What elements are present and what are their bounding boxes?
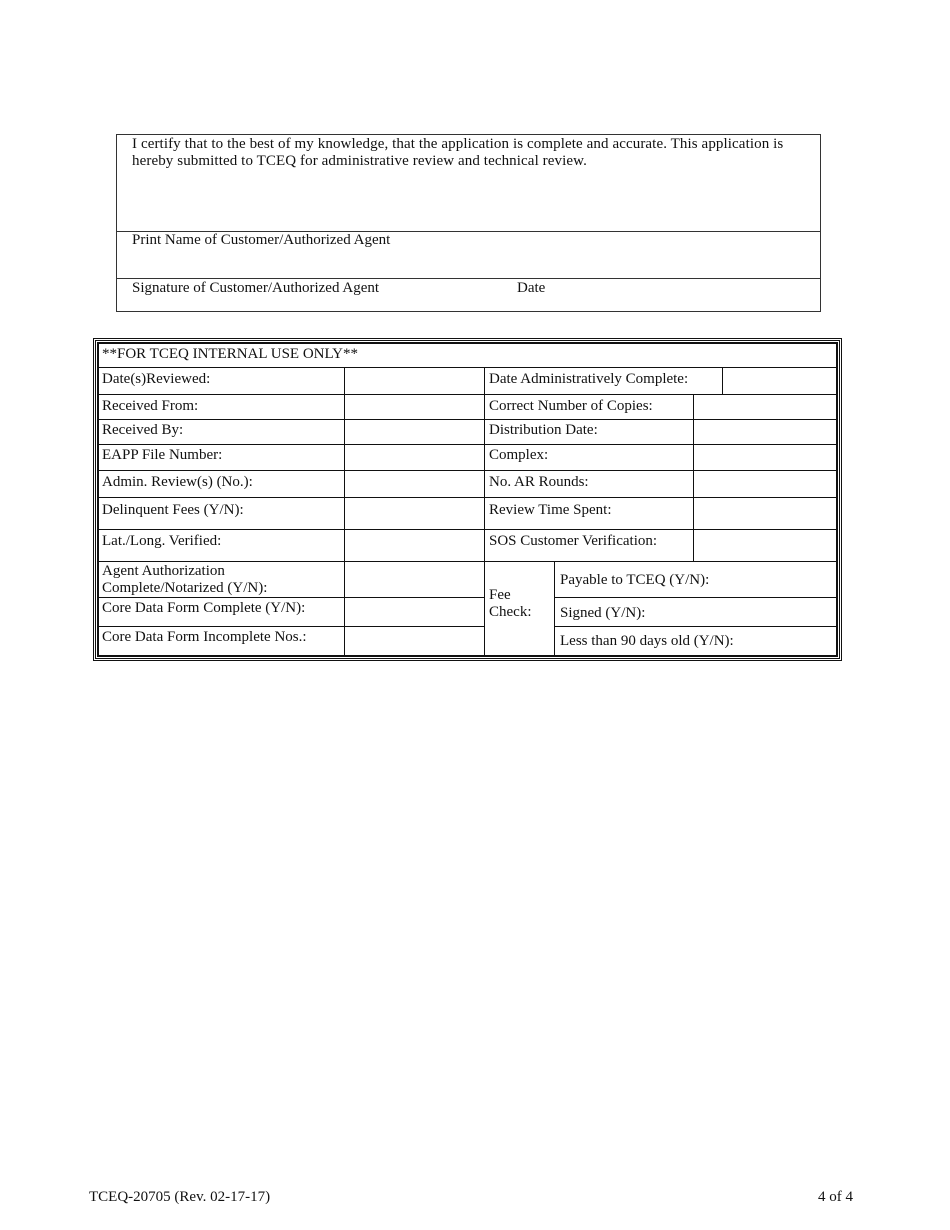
admin-reviews-label: Admin. Review(s) (No.): [102, 474, 253, 490]
distribution-date-label: Distribution Date: [489, 422, 598, 438]
received-by-label: Received By: [102, 422, 184, 438]
certification-statement: I certify that to the best of my knowledge, that the application is complete and accurate. This application is hereby submitted to TCEQ for administrative review and technical review. [132, 136, 784, 169]
column-divider [344, 367, 345, 655]
row-divider [99, 419, 836, 420]
correct-copies-label: Correct Number of Copies: [489, 398, 653, 414]
ar-rounds-label: No. AR Rounds: [489, 474, 589, 490]
signed-label: Signed (Y/N): [560, 605, 646, 621]
divider [117, 278, 820, 279]
lat-long-verified-label: Lat./Long. Verified: [102, 533, 222, 549]
fee-check-label: Fee [489, 587, 511, 603]
less-than-90-days-label: Less than 90 days old (Y/N): [560, 633, 734, 649]
row-divider [99, 626, 484, 627]
row-divider [99, 444, 836, 445]
complex-label: Complex: [489, 447, 549, 463]
row-divider [99, 394, 836, 395]
core-data-incomplete-label: Core Data Form Incomplete Nos.: [102, 629, 307, 645]
payable-to-tceq-label: Payable to TCEQ (Y/N): [560, 572, 710, 588]
delinquent-fees-label: Delinquent Fees (Y/N): [102, 502, 244, 518]
review-time-label: Review Time Spent: [489, 502, 612, 518]
column-divider [484, 367, 485, 655]
core-data-complete-label: Core Data Form Complete (Y/N): [102, 600, 306, 616]
page-number: 4 of 4 [818, 1189, 853, 1205]
row-divider [99, 497, 836, 498]
row-divider [99, 561, 836, 562]
dates-reviewed-label: Date(s)Reviewed: [102, 371, 211, 387]
agent-authorization-label-line2: Complete/Notarized (Y/N): [102, 580, 268, 596]
sos-verification-label: SOS Customer Verification: [489, 533, 658, 549]
column-divider [722, 367, 723, 394]
row-divider [99, 367, 836, 368]
date-label: Date [517, 280, 546, 296]
column-divider [554, 561, 555, 655]
form-id: TCEQ-20705 (Rev. 02-17-17) [89, 1189, 271, 1205]
fee-check-label-line2: Check: [489, 604, 532, 620]
row-divider [554, 626, 836, 627]
received-from-label: Received From: [102, 398, 199, 414]
row-divider [99, 470, 836, 471]
column-divider [693, 394, 694, 561]
agent-authorization-label: Agent Authorization [102, 563, 225, 579]
internal-use-header: **FOR TCEQ INTERNAL USE ONLY** [102, 346, 358, 362]
signature-label: Signature of Customer/Authorized Agent [132, 280, 380, 296]
date-admin-complete-label: Date Administratively Complete: [489, 371, 689, 387]
certification-box [116, 134, 821, 312]
row-divider [99, 529, 836, 530]
row-divider [99, 597, 484, 598]
row-divider [554, 597, 836, 598]
eapp-file-number-label: EAPP File Number: [102, 447, 223, 463]
print-name-label: Print Name of Customer/Authorized Agent [132, 232, 391, 248]
